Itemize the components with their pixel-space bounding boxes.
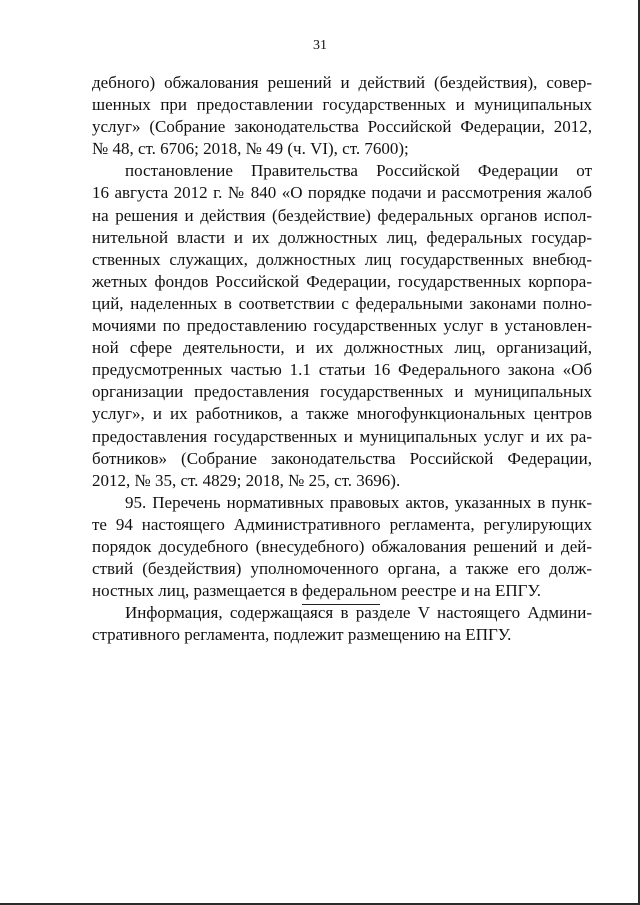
- text-line: 95. Перечень нормативных правовых актов, указанных в пунк-: [125, 492, 592, 512]
- document-body: [92, 72, 592, 646]
- text-line: нительной власти и их должностных лиц, федеральных государ-: [92, 227, 592, 247]
- paragraph: [92, 160, 592, 491]
- text-line: ствий (бездействия) уполномоченного органа, а также его долж-: [92, 559, 592, 579]
- text-line: мочиями по предоставлению государственных услуг в установлен-: [92, 316, 592, 336]
- text-line: № 48, ст. 6706; 2018, № 49 (ч. VI), ст. 7600);: [92, 139, 409, 159]
- text-line: порядок досудебного (внесудебного) обжалования решений и дей-: [92, 536, 592, 556]
- text-line: ботников» (Собрание законодательства Российской Федерации,: [92, 448, 592, 468]
- text-line: ций, наделенных в соответствии с федеральными законами полно-: [92, 293, 592, 313]
- text-line: стративного регламента, подлежит размещению на ЕПГУ.: [92, 625, 512, 645]
- text-line: услуг» (Собрание законодательства Российской Федерации, 2012,: [92, 117, 592, 137]
- end-of-document-rule: [302, 604, 380, 605]
- text-line: те 94 настоящего Административного регламента, регулирующих: [92, 514, 592, 534]
- paragraph: [92, 492, 592, 602]
- text-line: жетных фондов Российской Федерации, государственных корпора-: [92, 271, 592, 291]
- paragraph: [92, 602, 592, 646]
- text-line: 2012, № 35, ст. 4829; 2018, № 25, ст. 3696).: [92, 470, 401, 490]
- text-line: услуг», и их работников, а также многофункциональных центров: [92, 404, 592, 424]
- text-line: ственных служащих, должностных лиц государственных внебюд-: [92, 249, 592, 269]
- text-line: дебного) обжалования решений и действий (бездействия), совер-: [92, 73, 592, 92]
- text-line: постановление Правительства Российской Федерации от: [125, 161, 592, 181]
- text-line: организации предоставления государственных и муниципальных: [92, 382, 592, 402]
- page-number: 31: [313, 38, 327, 53]
- text-line: шенных при предоставлении государственных и муниципальных: [92, 95, 592, 115]
- text-line: предусмотренных частью 1.1 статьи 16 Федерального закона «Об: [92, 360, 592, 380]
- text-line: предоставления государственных и муниципальных услуг и их ра-: [92, 426, 592, 446]
- paragraph: [92, 72, 592, 160]
- text-line: ной сфере деятельности, и их должностных лиц, организаций,: [92, 338, 592, 358]
- text-line: ностных лиц, размещается в федеральном реестре и на ЕПГУ.: [92, 581, 541, 601]
- text-line: 16 августа 2012 г. № 840 «О порядке подачи и рассмотрения жалоб: [92, 183, 592, 203]
- text-line: на решения и действия (бездействие) федеральных органов испол-: [92, 205, 592, 225]
- text-line: Информация, содержащаяся в разделе V настоящего Админи-: [125, 603, 592, 623]
